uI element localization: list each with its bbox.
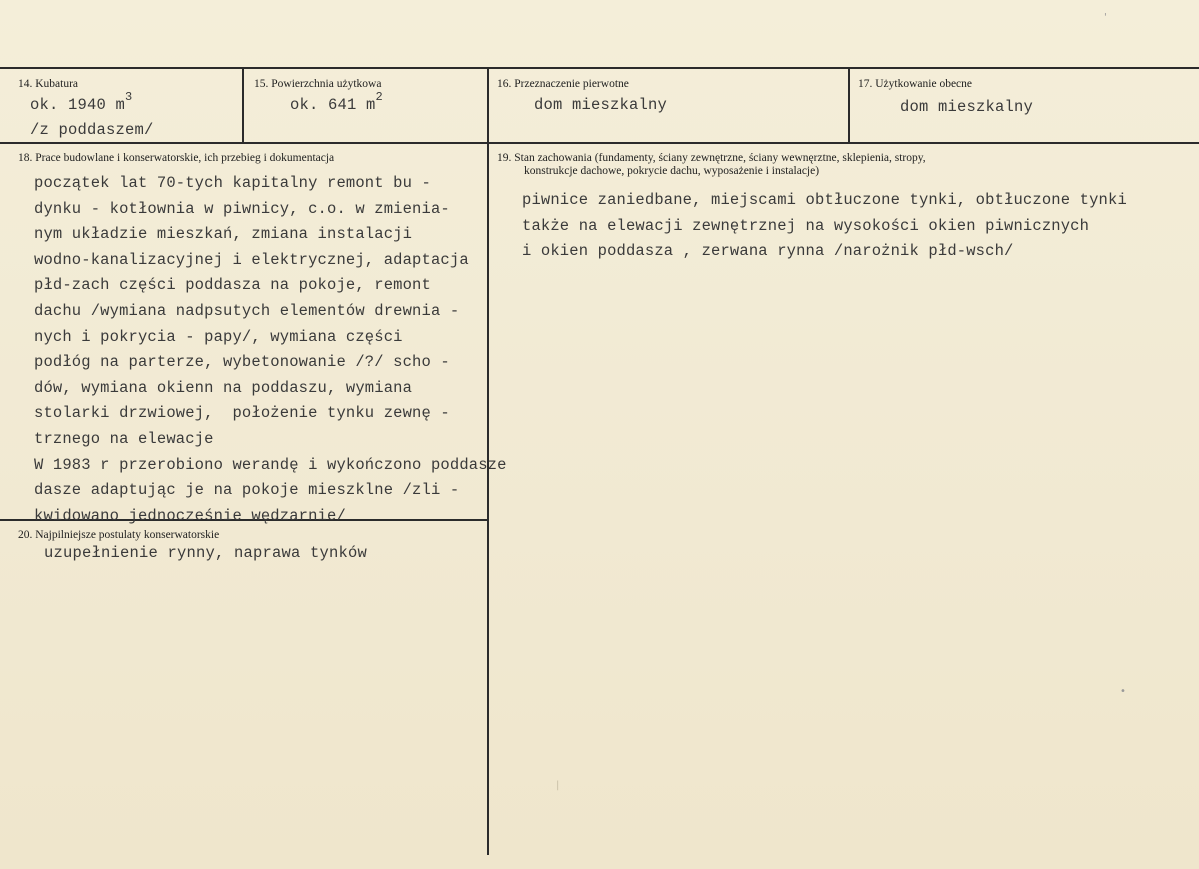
field-18-line: dasze adaptując je na pokoje mieszklne /zli - <box>34 481 460 500</box>
field-17-value: dom mieszkalny <box>900 98 1034 116</box>
row1-bottom-rule <box>0 142 1199 144</box>
field-18-line: płd-zach części poddasza na pokoje, remont <box>34 276 431 295</box>
field-18-line: podłóg na parterze, wybetonowanie /?/ scho - <box>34 353 450 372</box>
field-20-label: 20. Najpilniejsze postulaty konserwatorskie <box>18 529 220 541</box>
field-18-line: trznego na elewacje <box>34 429 214 448</box>
stray-dot: • <box>1120 686 1126 697</box>
top-rule <box>0 67 1199 69</box>
field-18-line: dachu /wymiana nadpsutych elementów drewnia - <box>34 301 460 320</box>
field-15-value: ok. 641 $m^2$ <box>290 90 383 114</box>
field-16-label: 16. Przeznaczenie pierwotne <box>497 78 629 90</box>
field-18-line: dów, wymiana okienn na poddaszu, wymiana <box>34 378 413 397</box>
field-20-value: uzupełnienie rynny, naprawa tynków <box>44 544 368 562</box>
field-18-label: 18. Prace budowlane i konserwatorskie, ich przebieg i dokumentacja <box>18 152 335 164</box>
field-18-line: nych i pokrycia - papy/, wymiana części <box>34 327 403 346</box>
field-19-label-cont: konstrukcje dachowe, pokrycie dachu, wyposażenie i instalacje) <box>524 165 820 177</box>
field-17-label: 17. Użytkowanie obecne <box>858 78 973 90</box>
stray-tick: | <box>556 780 560 791</box>
field-15-label: 15. Powierzchnia użytkowa <box>254 78 382 90</box>
field-18-line: wodno-kanalizacyjnej i elektrycznej, adaptacja <box>34 250 469 269</box>
field-19-text <box>522 188 1127 265</box>
field-14-value-note: /z poddaszem/ <box>30 121 154 139</box>
stray-mark: ' <box>1104 12 1107 23</box>
field-19-line: piwnice zaniedbane, miejscami obtłuczone tynki, obtłuczone tynki <box>522 191 1127 209</box>
field-14-value: ok. 1940 $m^3$ <box>30 90 133 114</box>
field-18-line: początek lat 70-tych kapitalny remont bu - <box>34 174 431 192</box>
field-18-line: W 1983 r przerobiono werandę i wykończono poddasze <box>34 455 507 474</box>
field-18-line: kwidowano jednocześnie wędzarnie/ <box>34 506 346 525</box>
divider-16-17 <box>848 67 850 144</box>
field-14-label: 14. Kubatura <box>18 78 79 90</box>
field-19-label: 19. Stan zachowania (fundamenty, ściany zewnętrzne, ściany wewnęrztne, sklepienia, stropy, <box>497 152 926 164</box>
field-19-line: także na elewacji zewnętrznej na wysokości okien piwnicznych <box>522 216 1090 235</box>
divider-14-15 <box>242 67 244 144</box>
field-18-text <box>34 171 507 529</box>
field-16-value: dom mieszkalny <box>534 96 668 114</box>
field-18-line: stolarki drzwiowej, położenie tynku zewnę - <box>34 404 450 423</box>
field-18-line: dynku - kotłownia w piwnicy, c.o. w zmienia- <box>34 199 450 218</box>
field-19-line: i okien poddasza , zerwana rynna /narożnik płd-wsch/ <box>522 242 1014 261</box>
field-18-line: nym układzie mieszkań, zmiana instalacji <box>34 225 413 244</box>
